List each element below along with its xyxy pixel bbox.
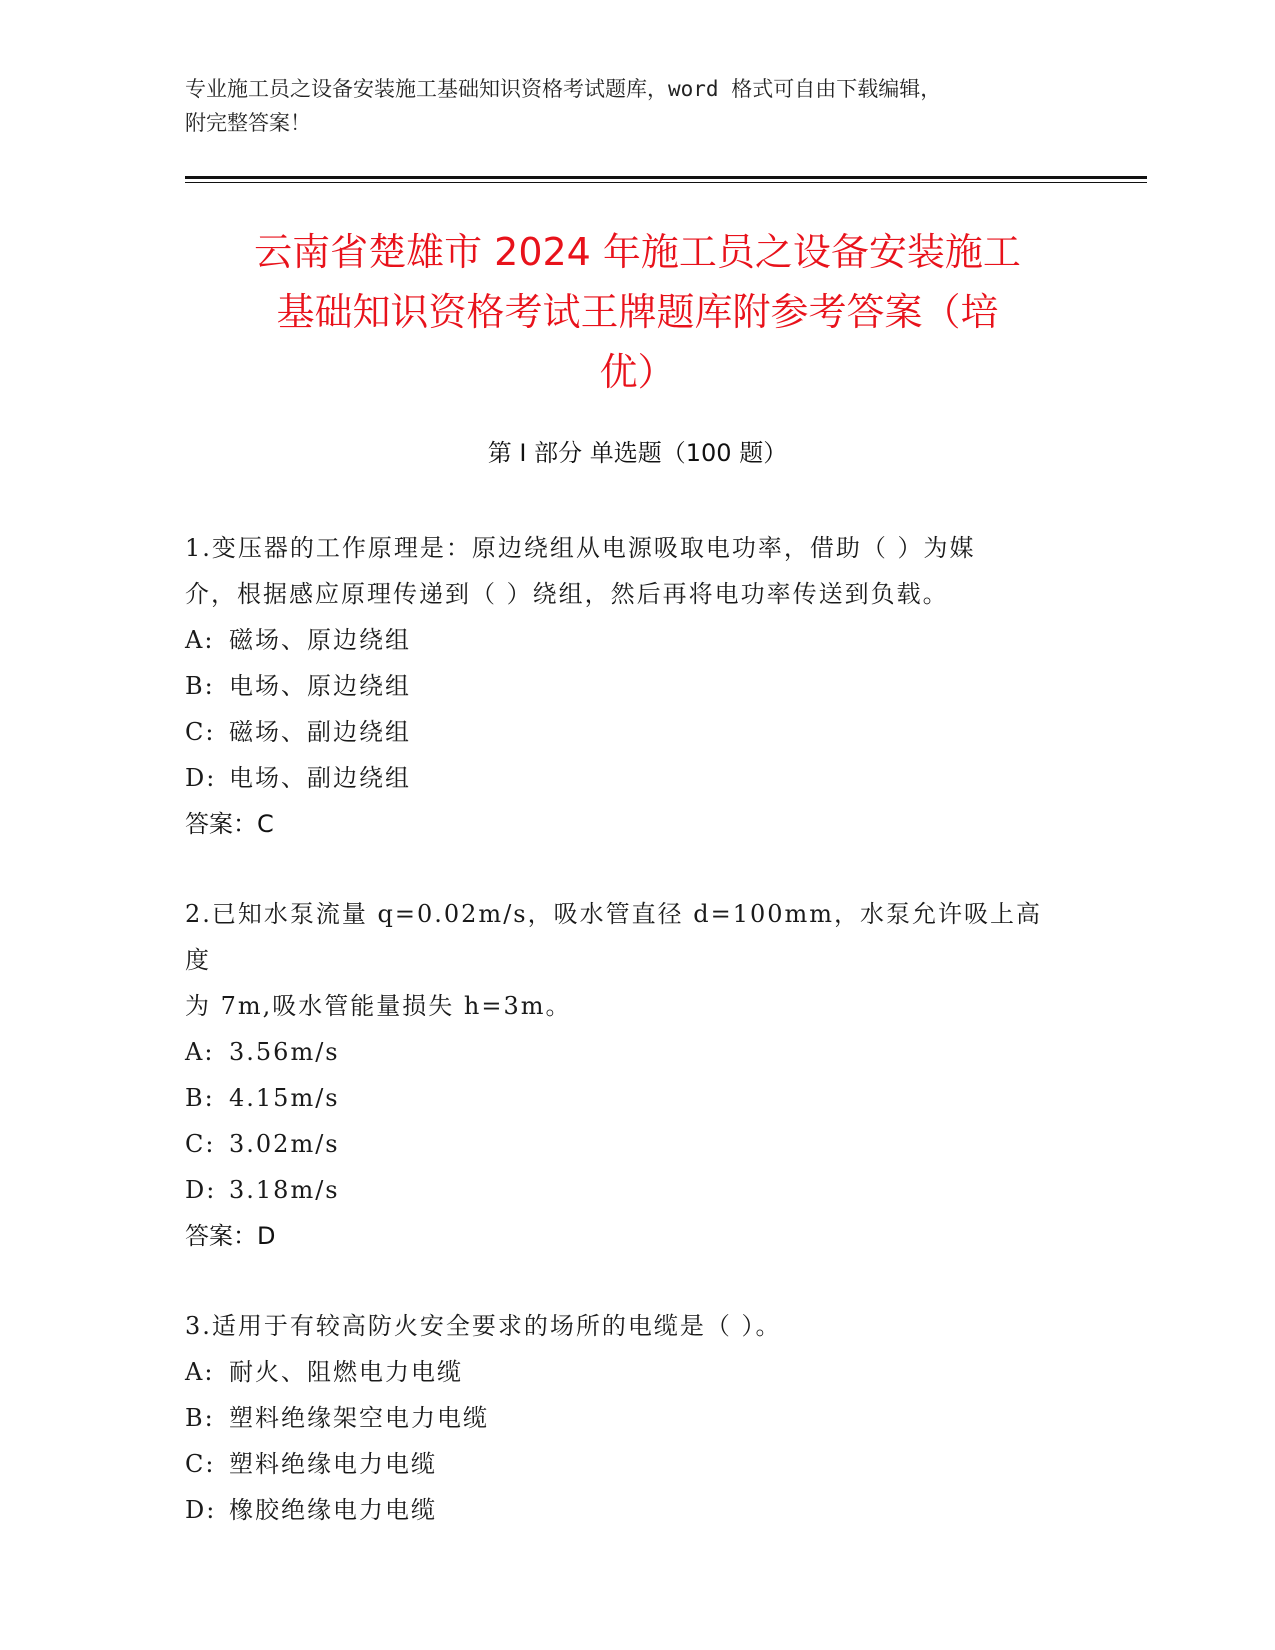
option-text: 3.56m/s (229, 1038, 340, 1066)
option-letter: A: (185, 626, 215, 654)
document-title (160, 222, 1115, 402)
option-a (185, 1029, 1065, 1075)
header-note-line-2: 附完整答案！ (185, 111, 311, 135)
header-divider-thin (185, 182, 1147, 183)
header-note-line-1: 专业施工员之设备安装施工基础知识资格考试题库，word 格式可自由下载编辑， (185, 77, 942, 101)
option-letter: B: (185, 1084, 215, 1112)
option-d (185, 1487, 1065, 1533)
option-text: 3.18m/s (229, 1176, 340, 1204)
option-text: 耐火、阻燃电力电缆 (229, 1358, 463, 1386)
option-letter: D: (185, 1176, 217, 1204)
option-letter: D: (185, 1496, 217, 1524)
header-note (185, 72, 1085, 140)
option-b (185, 663, 1065, 709)
document-title-line-1: 云南省楚雄市 2024 年施工员之设备安装施工 (254, 230, 1021, 274)
option-text: 塑料绝缘架空电力电缆 (229, 1404, 489, 1432)
option-c (185, 709, 1065, 755)
section-heading: 第 I 部分 单选题（100 题） (487, 439, 788, 467)
option-letter: A: (185, 1358, 215, 1386)
option-text: 橡胶绝缘电力电缆 (229, 1496, 437, 1524)
answer-line: 答案：C (185, 810, 274, 838)
option-letter: C: (185, 1450, 216, 1478)
question-stem-line: 2.已知水泵流量 q=0.02m/s，吸水管直径 d=100mm，水泵允许吸上高度 (185, 900, 1043, 974)
option-letter: A: (185, 1038, 215, 1066)
header-divider-thick (185, 176, 1147, 179)
question-stem-line: 1.变压器的工作原理是：原边绕组从电源吸取电功率，借助（ ）为媒 (185, 534, 976, 562)
option-c (185, 1441, 1065, 1487)
option-text: 4.15m/s (229, 1084, 340, 1112)
question-2 (185, 891, 1065, 1259)
option-letter: C: (185, 718, 216, 746)
option-letter: B: (185, 1404, 215, 1432)
answer-line: 答案：D (185, 1222, 276, 1250)
option-text: 磁场、副边绕组 (229, 718, 411, 746)
question-list (185, 525, 1065, 1577)
document-title-line-2: 基础知识资格考试王牌题库附参考答案（培 (276, 290, 999, 334)
option-text: 电场、原边绕组 (229, 672, 411, 700)
option-text: 电场、副边绕组 (229, 764, 411, 792)
document-title-line-3: 优） (599, 350, 676, 394)
option-letter: D: (185, 764, 217, 792)
option-b (185, 1395, 1065, 1441)
option-d (185, 1167, 1065, 1213)
option-a (185, 617, 1065, 663)
option-c (185, 1121, 1065, 1167)
option-text: 3.02m/s (229, 1130, 340, 1158)
option-d (185, 755, 1065, 801)
question-stem-line: 为 7m,吸水管能量损失 h=3m。 (185, 992, 572, 1020)
option-b (185, 1075, 1065, 1121)
option-text: 磁场、原边绕组 (229, 626, 411, 654)
question-stem-line: 介，根据感应原理传递到（ ）绕组，然后再将电功率传送到负载。 (185, 580, 949, 608)
question-3 (185, 1303, 1065, 1533)
option-text: 塑料绝缘电力电缆 (229, 1450, 437, 1478)
question-stem-line: 3.适用于有较高防火安全要求的场所的电缆是（ ）。 (185, 1312, 782, 1340)
option-a (185, 1349, 1065, 1395)
option-letter: B: (185, 672, 215, 700)
question-1 (185, 525, 1065, 847)
option-letter: C: (185, 1130, 216, 1158)
